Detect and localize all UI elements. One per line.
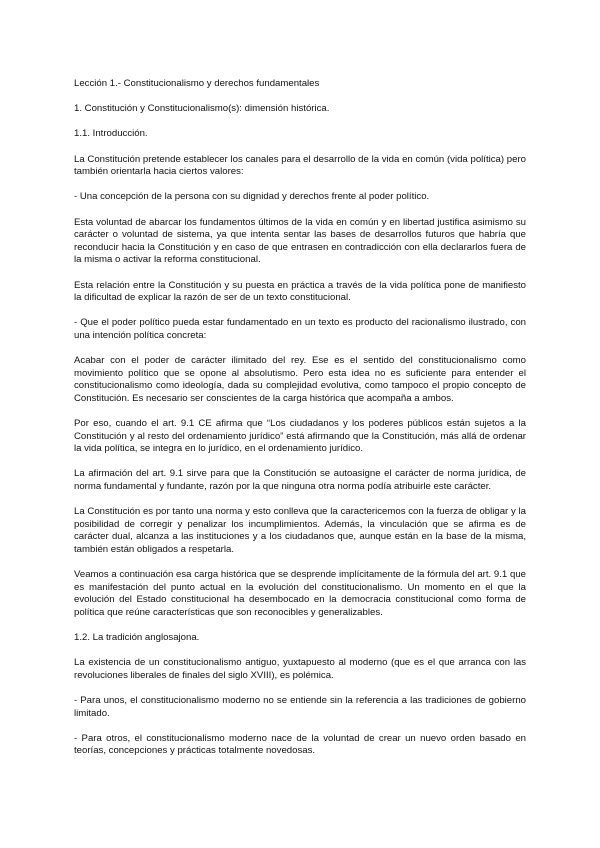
paragraph-1: La Constitución pretende establecer los canales para el desarrollo de la vida en común (vida política) pero también orientarla hacia ciertos valores:	[74, 153, 526, 178]
paragraph-12: - Para unos, el constitucionalismo moderno no se entiende sin la referencia a las tradiciones de gobierno limitado.	[74, 695, 526, 719]
section-heading-1-2: 1.2. La tradición anglosajona.	[74, 632, 200, 644]
paragraph-6: Acabar con el poder de carácter ilimitado del rey. Ese es el sentido del constitucionalismo como movimiento político que se opone al absolutismo. Pero esta idea no es suficiente para entender el constitucionalismo como ideología, dada su complejidad evolutiva, como tampoco el propio concepto de Constitución. Es necesario ser conscientes de la carga histórica que acompaña a ambos.	[74, 355, 526, 404]
paragraph-2: - Una concepción de la persona con su dignidad y derechos frente al poder político.	[74, 191, 430, 203]
paragraph-11: La existencia de un constitucionalismo antiguo, yuxtapuesto al moderno (que es el que arranca con las revoluciones liberales de finales del siglo XVIII), es polémica.	[74, 657, 526, 681]
paragraph-13: - Para otros, el constitucionalismo moderno nace de la voluntad de crear un nuevo orden basado en teorías, concepciones y prácticas totalmente novedosas.	[74, 732, 526, 757]
paragraph-8: La afirmación del art. 9.1 sirve para que la Constitución se autoasigne el carácter de norma jurídica, de norma fundamental y fundante, razón por la que ninguna otra norma podía atribuirle este carácter.	[74, 468, 526, 492]
paragraph-5: - Que el poder político pueda estar fundamentado en un texto es producto del racionalismo ilustrado, con una intención política concreta:	[74, 317, 526, 341]
document-body	[74, 78, 526, 771]
paragraph-7: Por eso, cuando el art. 9.1 CE afirma que “Los ciudadanos y los poderes públicos están sujetos a la Constitución y al resto del ordenamiento jurídico” está afirmando que la Constitución, más allá de ordenar la vida política, se integra en lo jurídico, en el ordenamiento jurídico.	[74, 418, 526, 455]
paragraph-9: La Constitución es por tanto una norma y esto conlleva que la caractericemos con la fuerza de obligar y la posibilidad de corregir y penalizar los incumplimientos. Además, la vinculación que se afirma es de carácter dual, alcanza a las instituciones y a los ciudadanos que, aunque están en la base de la misma, también están obligados a respetarla.	[74, 506, 526, 555]
lesson-title: Lección 1.- Constitucionalismo y derechos fundamentales	[74, 78, 320, 89]
section-heading-1-1: 1.1. Introducción.	[74, 128, 148, 140]
paragraph-10: Veamos a continuación esa carga histórica que se desprende implícitamente de la fórmula del art. 9.1 que es manifestación del punto actual en la evolución del constitucionalismo. Un momento en el que la evolución del Estado constitucional ha desembocado en la democracia constitucional como forma de política que reúne características que son reconocibles y generalizables.	[74, 569, 526, 618]
section-heading-1: 1. Constitución y Constitucionalismo(s): dimensión histórica.	[74, 103, 330, 115]
paragraph-3: Esta voluntad de abarcar los fundamentos últimos de la vida en común y en libertad justifica asimismo su carácter o voluntad de sistema, ya que intenta sentar las bases de desarrollos futuros que habría que reconducir hacia la Constitución y en caso de que entrasen en contradicción con ella declararlos fuera de la misma o activar la reforma constitucional.	[74, 216, 526, 266]
paragraph-4: Esta relación entre la Constitución y su puesta en práctica a través de la vida política pone de manifiesto la dificultad de explicar la razón de ser de un texto constitucional.	[74, 279, 526, 304]
